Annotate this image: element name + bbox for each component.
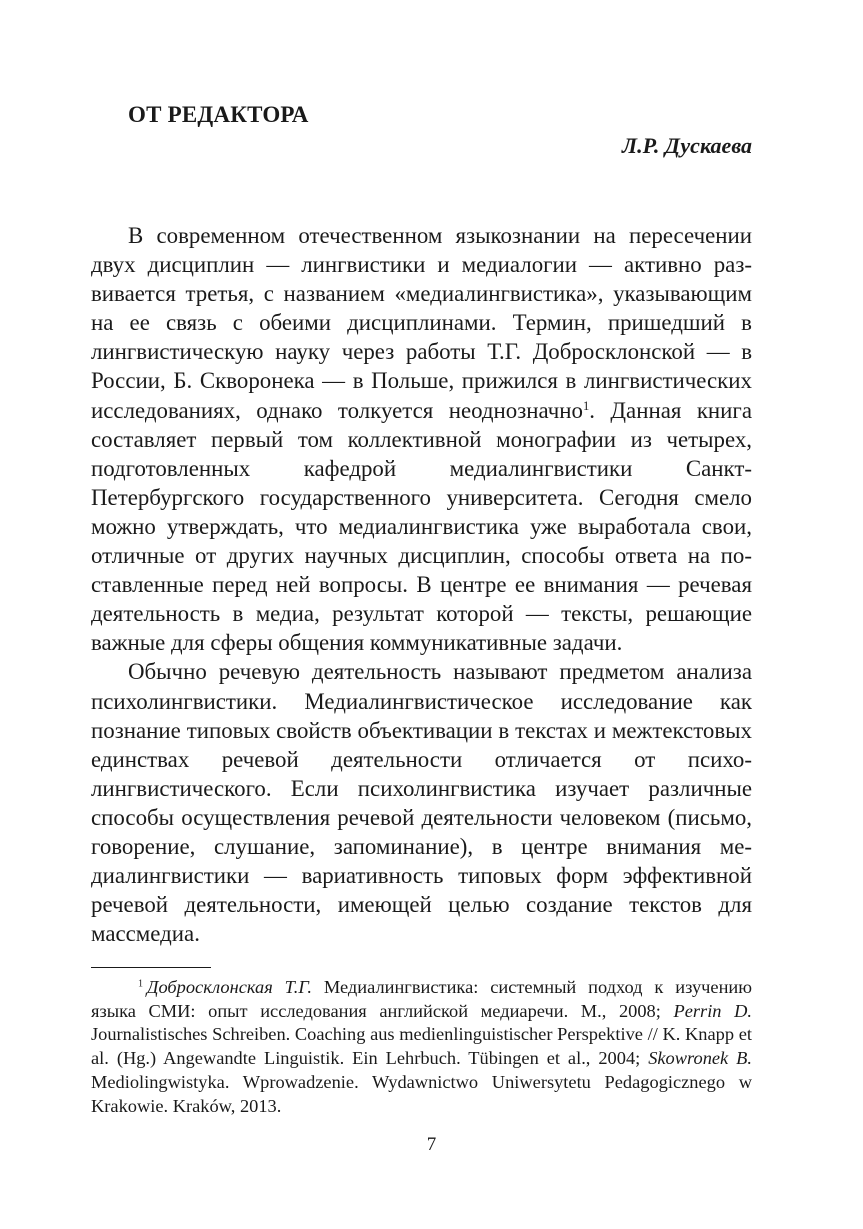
- paragraph-1-part-b: . Данная книга составляет первый том коллективной монографии из четырех, подготовленных кафедрой медиалингвистики Санкт-Петербургского государственного университета. Сегодня смело можно утверждать, что медиалингвистика уже выработала свои, отличные от других научных дисциплин, способы ответа на поставленные перед ней вопросы. В центре ее внимания — речевая деятельность в медиа, результат которой — тексты, решающие важные для сферы общения коммуникативные задачи.: [91, 397, 752, 656]
- author-name: Л.Р. Дускаева: [622, 133, 752, 158]
- footnote-author-2: Perrin D.: [673, 1000, 752, 1021]
- footnote: [91, 976, 752, 1118]
- footnote-author-3: Skowronek B.: [648, 1048, 752, 1069]
- footnote-reference: 1: [582, 398, 590, 413]
- footnote-text-2: Journalistisches Schreiben. Coaching aus medienlinguistischer Perspektive // K. Knapp et al. (Hg.) Angewandte Linguistik. Ein Lehrbuch. Tübingen et al., 2004;: [91, 1024, 752, 1069]
- footnote-text-1: Медиалингвистика: системный подход к изучению языка СМИ: опыт исследования английской медиаречи. М., 2008;: [91, 977, 752, 1021]
- section-title: ОТ РЕДАКТОРА: [128, 102, 309, 127]
- paragraph-1: [91, 221, 752, 657]
- footnote-text-3: Mediolingwistyka. Wprowadzenie. Wydawnictwo Uniwersytetu Pedagogicznego w Krakowie. Kraków, 2013.: [91, 1071, 752, 1116]
- footnote-author-1: Добросклонская Т.Г.: [146, 977, 313, 997]
- paragraph-2: Обычно речевую деятельность называют предметом анализа психолингвистики. Медиалингвистическое исследование как познание типовых свойств объективации в текстах и межтекстовых единствах речевой деятельности отличается от психолингвистического. Если психолингвистика изучает различные способы осуществления речевой деятельности человеком (письмо, говорение, слушание, запоминание), в центре внимания медиалингвистики — вариативность типовых форм эффективной речевой деятельности, имеющей целью создание текстов для массмедиа.: [91, 659, 752, 947]
- main-text: [91, 221, 752, 948]
- footnote-separator: [91, 967, 211, 968]
- page-number: 7: [426, 1134, 437, 1155]
- paragraph-1-part-a: В современном отечественном языкознании на пересечении двух дисциплин — лингвистики и медиалогии — активно развивается третья, с названием «медиалингвистика», указывающим на ее связь с обеими дисциплинами. Термин, пришедший в лингвистическую науку через работы Т.Г. Добросклонской — в России, Б. Скворонека — в Польше, прижился в лингвистических исследованиях, однако толкуется неоднозначно: [91, 223, 752, 423]
- footnote-number: 1: [138, 978, 144, 990]
